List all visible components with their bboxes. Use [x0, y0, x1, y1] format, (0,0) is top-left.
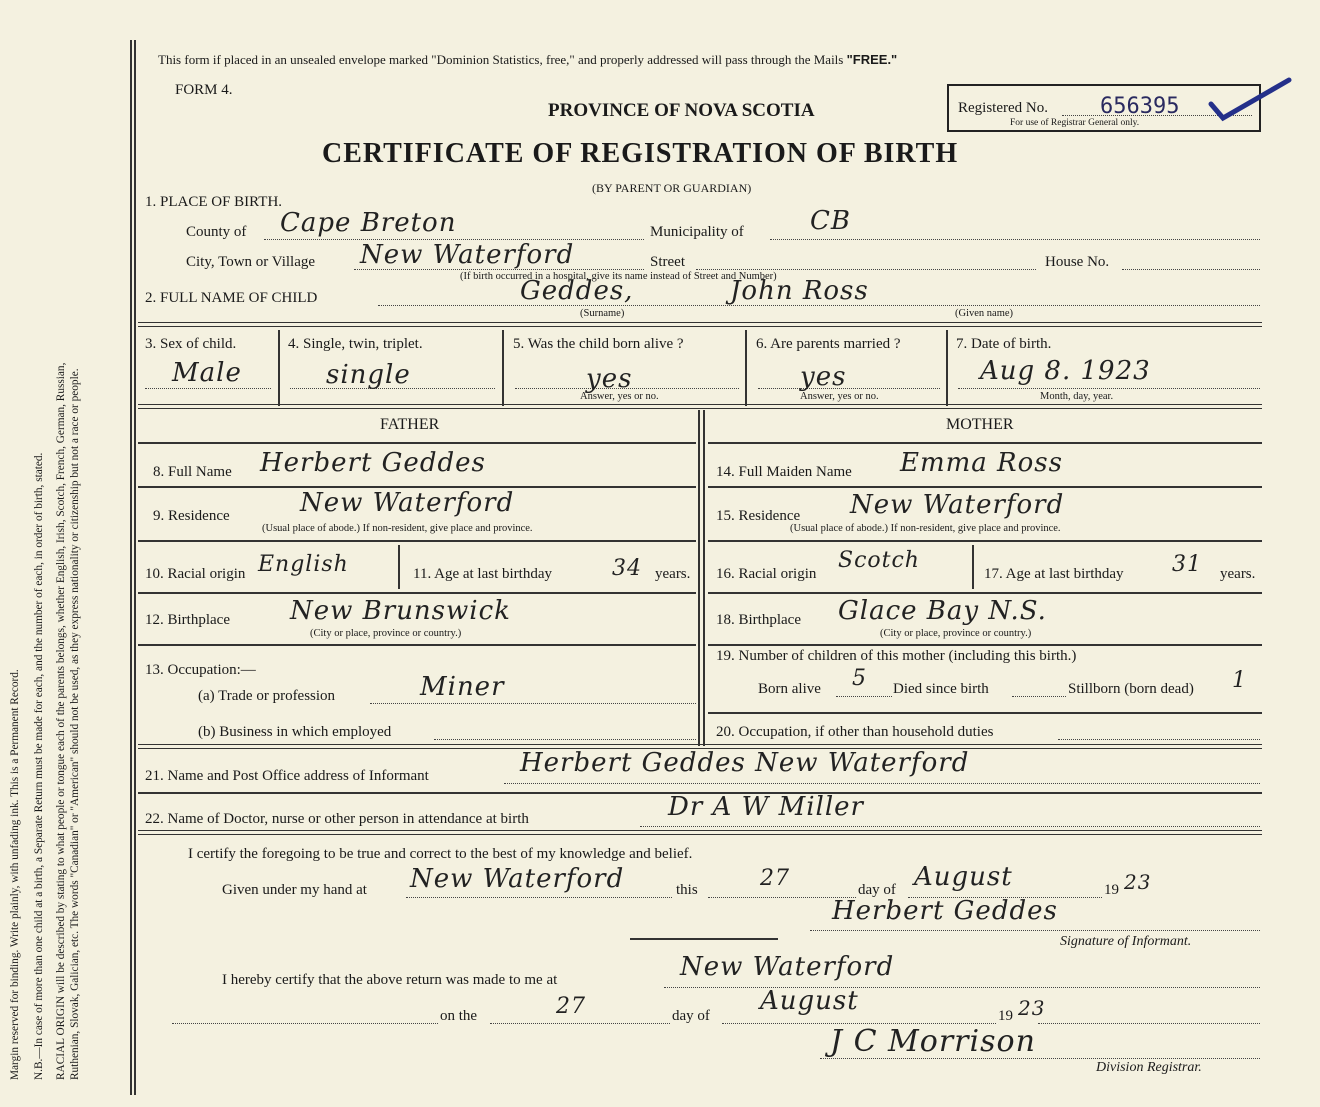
registrar-sig-dots — [820, 1058, 1260, 1059]
county-value: Cape Breton — [280, 208, 457, 238]
margin-rule-2 — [134, 40, 136, 1095]
father-years: years. — [655, 566, 691, 582]
margin-line-3: RACIAL ORIGIN will be described by stating to what people or tongue each of the parents belongs, whether English, Irish, Scotch, French, German, Russian, — [55, 362, 67, 1080]
margin-line-2: N.B.—In case of more than one child at a birth, a Separate Return must be made for each, and the number of each, in order of birth, stated. — [33, 452, 45, 1080]
mother-name-value: Emma Ross — [900, 448, 1063, 478]
reg-day-dots — [490, 1023, 670, 1024]
margin-rule — [130, 40, 132, 1095]
sig-dots — [810, 930, 1260, 931]
street-label: Street — [650, 254, 685, 270]
father-race-value: English — [258, 552, 349, 577]
mother-birthplace-label: 18. Birthplace — [716, 612, 801, 628]
informant-value: Herbert Geddes New Waterford — [520, 748, 970, 778]
father-age-value: 34 — [612, 556, 642, 581]
father-heading: FATHER — [380, 416, 440, 433]
this-label: this — [676, 882, 698, 898]
trade-value: Miner — [420, 672, 505, 702]
margin-line-4: Ruthenian, Slovak, Galician, etc. The words "Canadian" or "American" should not be used, as they express nationality or citizenship but not a race or people. — [69, 368, 81, 1080]
day-of-label: day of — [858, 882, 896, 898]
married-value: yes — [800, 362, 847, 392]
given-label: Given under my hand at — [222, 882, 367, 898]
informant-signature: Herbert Geddes — [832, 896, 1058, 926]
mother-res-note: (Usual place of abode.) If non-resident, give place and province. — [790, 523, 1061, 534]
rule-after-name — [138, 322, 1262, 327]
div-10-11 — [398, 545, 400, 589]
born-alive-value: 5 — [852, 666, 867, 691]
mother-heading: MOTHER — [946, 416, 1014, 433]
registered-no-label: Registered No. — [958, 100, 1048, 116]
registrar-place: New Waterford — [680, 952, 895, 982]
registrar-month: August — [760, 986, 859, 1016]
rule-m-head — [708, 442, 1262, 444]
trade-dots — [370, 703, 696, 704]
born-alive-label: Born alive — [758, 681, 821, 697]
reg-note: For use of Registrar General only. — [1010, 118, 1140, 128]
rule-15 — [708, 540, 1262, 542]
col-div-3 — [745, 330, 747, 406]
certificate-subtitle: (BY PARENT OR GUARDIAN) — [592, 181, 752, 195]
stillborn-label: Stillborn (born dead) — [1068, 681, 1194, 697]
mother-res-label: 15. Residence — [716, 508, 801, 524]
col-div-1 — [278, 330, 280, 406]
house-label: House No. — [1045, 254, 1110, 270]
rule-f-head — [138, 442, 696, 444]
mother-race-value: Scotch — [838, 548, 920, 573]
rule-16 — [708, 592, 1262, 594]
place-heading: 1. PLACE OF BIRTH. — [145, 194, 283, 210]
certificate-title: CERTIFICATE OF REGISTRATION OF BIRTH — [322, 138, 959, 169]
street-dots — [696, 269, 1036, 270]
rule-after-doctor — [138, 830, 1262, 835]
child-surname: Geddes, — [520, 276, 634, 306]
dob-note: Month, day, year. — [1040, 391, 1114, 402]
father-age-label: 11. Age at last birthday — [413, 566, 552, 582]
married-dots — [758, 388, 940, 389]
married-note: Answer, yes or no. — [800, 391, 879, 402]
father-occupation-label: 13. Occupation:— — [145, 662, 256, 678]
year-value: 23 — [1124, 870, 1152, 894]
dob-label: 7. Date of birth. — [956, 336, 1052, 352]
business-label: (b) Business in which employed — [198, 724, 392, 740]
mother-birthplace-note: (City or place, province or country.) — [880, 628, 1032, 639]
center-divider — [698, 410, 700, 746]
city-label: City, Town or Village — [186, 254, 316, 270]
father-birthplace-label: 12. Birthplace — [145, 612, 230, 628]
registrar-signature: J C Morrison — [830, 1024, 1036, 1059]
col-div-4 — [946, 330, 948, 406]
rule-12 — [138, 644, 696, 646]
father-name-value: Herbert Geddes — [260, 448, 486, 478]
mother-occupation-label: 20. Occupation, if other than household duties — [716, 724, 994, 740]
center-divider-2 — [703, 410, 705, 746]
registrar-signature-label: Division Registrar. — [1096, 1060, 1202, 1075]
mother-name-label: 14. Full Maiden Name — [716, 464, 852, 480]
doctor-dots — [640, 826, 1260, 827]
plurality-label: 4. Single, twin, triplet. — [288, 336, 423, 352]
rule-9 — [138, 540, 696, 542]
mother-age-value: 31 — [1172, 552, 1202, 577]
father-res-value: New Waterford — [300, 488, 515, 518]
municipality-value: CB — [810, 206, 851, 236]
registrar-day-of: day of — [672, 1008, 710, 1024]
mother-occ-dots — [1058, 739, 1260, 740]
mother-race-label: 16. Racial origin — [716, 566, 817, 582]
registrar-year: 23 — [1018, 996, 1046, 1020]
sex-value: Male — [172, 358, 242, 388]
month-value: August — [914, 862, 1013, 892]
mother-age-label: 17. Age at last birthday — [984, 566, 1124, 582]
city-value: New Waterford — [360, 240, 575, 270]
registered-number: 656395 — [1100, 94, 1180, 119]
father-res-label: 9. Residence — [153, 508, 230, 524]
margin-instructions — [8, 40, 82, 1080]
given-dots — [406, 897, 672, 898]
municipality-dots — [770, 239, 1260, 240]
died-dots — [1012, 696, 1066, 697]
informant-dots — [504, 783, 1260, 784]
child-name-label: 2. FULL NAME OF CHILD — [145, 290, 318, 306]
father-name-label: 8. Full Name — [153, 464, 232, 480]
registrar-place-dots — [664, 987, 1260, 988]
rule-after-child — [138, 404, 1262, 409]
informant-signature-label: Signature of Informant. — [1060, 934, 1192, 949]
on-the-lead-dots — [172, 1023, 438, 1024]
sex-dots — [145, 388, 271, 389]
informant-label: 21. Name and Post Office address of Informant — [145, 768, 429, 784]
rule-18 — [708, 644, 1262, 646]
alive-label: 5. Was the child born alive ? — [513, 336, 684, 352]
mother-birthplace-value: Glace Bay N.S. — [838, 596, 1047, 626]
col-div-2 — [502, 330, 504, 406]
mother-res-value: New Waterford — [850, 490, 1065, 520]
doctor-label: 22. Name of Doctor, nurse or other person in attendance at birth — [145, 811, 529, 827]
registrar-statement: I hereby certify that the above return was made to me at — [222, 972, 558, 988]
father-birthplace-note: (City or place, province or country.) — [310, 628, 462, 639]
hospital-note: (If birth occurred in a hospital, give its name instead of Street and Number) — [460, 271, 777, 282]
registrar-day: 27 — [556, 994, 586, 1019]
rule-10 — [138, 592, 696, 594]
plurality-value: single — [326, 360, 411, 390]
mother-years: years. — [1220, 566, 1256, 582]
alive-note: Answer, yes or no. — [580, 391, 659, 402]
father-res-note: (Usual place of abode.) If non-resident, give place and province. — [262, 523, 533, 534]
sex-label: 3. Sex of child. — [145, 336, 237, 352]
short-rule — [630, 938, 778, 940]
reg-year-dots — [1038, 1023, 1260, 1024]
house-dots — [1122, 269, 1260, 270]
pen-check-mark — [1205, 74, 1295, 127]
born-alive-dots — [836, 696, 892, 697]
father-race-label: 10. Racial origin — [145, 566, 246, 582]
died-label: Died since birth — [893, 681, 989, 697]
dob-dots — [958, 388, 1260, 389]
given-place: New Waterford — [410, 864, 625, 894]
registrar-year-prefix: 19 — [998, 1008, 1013, 1024]
div-16-17 — [972, 545, 974, 589]
business-dots — [434, 739, 696, 740]
stillborn-value: 1 — [1232, 668, 1247, 693]
given-name-note: (Given name) — [955, 308, 1014, 319]
married-label: 6. Are parents married ? — [756, 336, 901, 352]
rule-19 — [708, 712, 1262, 714]
child-given-name: John Ross — [730, 276, 869, 306]
margin-line-1: Margin reserved for binding. Write plainly, with unfading ink. This is a Permanent Record. — [9, 669, 21, 1080]
county-label: County of — [186, 224, 247, 240]
year-prefix: 19 — [1104, 882, 1119, 898]
mail-notice: This form if placed in an unsealed envelope marked "Dominion Statistics, free," and properly addressed will pass through the Mails "FREE." — [158, 52, 898, 67]
rule-14 — [708, 486, 1262, 488]
surname-note: (Surname) — [580, 308, 625, 319]
certify-statement: I certify the foregoing to be true and correct to the best of my knowledge and belief. — [188, 846, 693, 862]
trade-label: (a) Trade or profession — [198, 688, 336, 704]
father-birthplace-value: New Brunswick — [290, 596, 511, 626]
children-label: 19. Number of children of this mother (including this birth.) — [716, 648, 1077, 664]
province-heading: PROVINCE OF NOVA SCOTIA — [548, 100, 815, 121]
form-label: FORM 4. — [175, 82, 233, 98]
dob-value: Aug 8. 1923 — [980, 356, 1151, 386]
municipality-label: Municipality of — [650, 224, 744, 240]
alive-value: yes — [586, 364, 633, 394]
doctor-value: Dr A W Miller — [668, 792, 864, 822]
on-the-label: on the — [440, 1008, 478, 1024]
day-value: 27 — [760, 866, 790, 891]
